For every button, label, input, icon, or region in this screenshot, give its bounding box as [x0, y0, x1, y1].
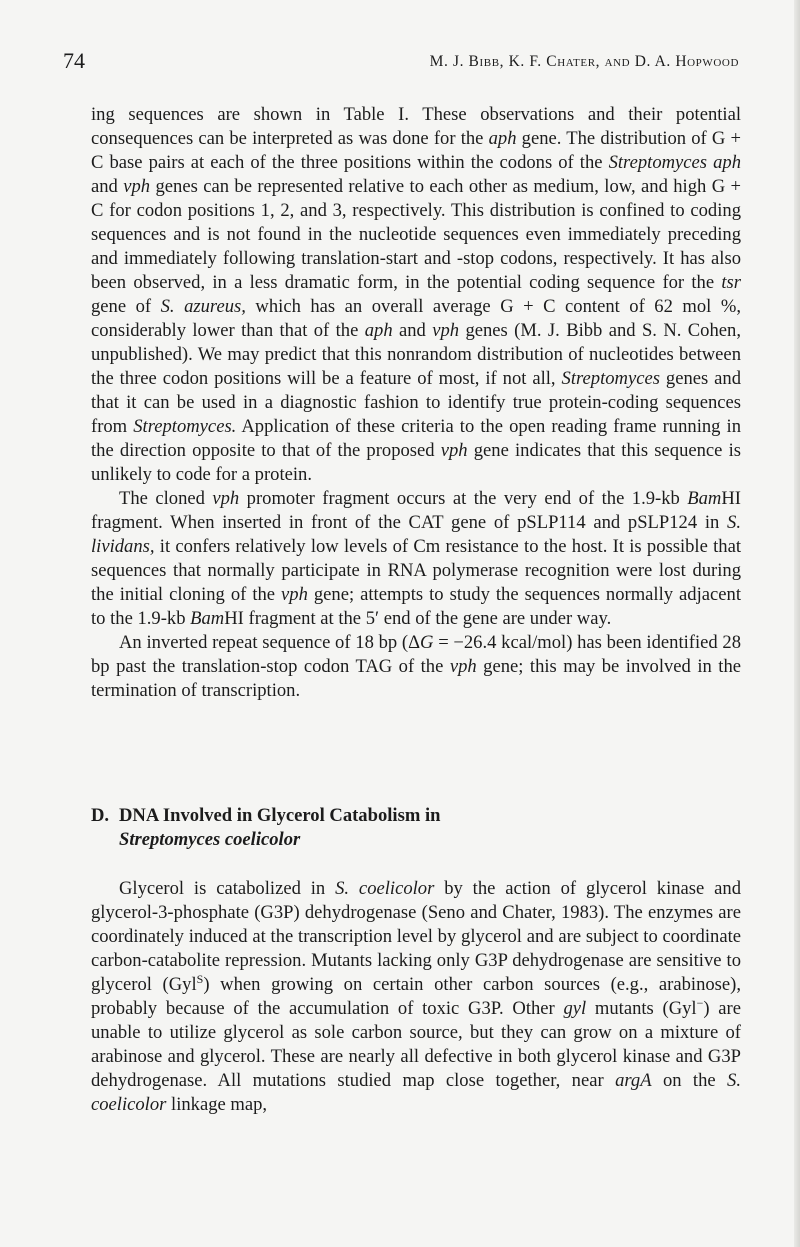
section-heading — [91, 804, 741, 852]
running-head: M. J. Bibb, K. F. Chater, and D. A. Hopwood — [429, 53, 739, 70]
paragraph: ing sequences are shown in Table I. These observations and their potential consequences can be interpreted as was done for the aph gene. The distribution of G + C base pairs at each of the three positions within the codons of the Streptomyces aph and vph genes can be represented relative to each other as medium, low, and high G + C for codon positions 1, 2, and 3, respectively. This distribution is confined to coding sequences and is not found in the nucleotide sequences even immediately preceding and immediately following translation-start and -stop codons, respectively. It has also been observed, in a less dramatic form, in the potential coding sequence for the tsr gene of S. azureus, which has an overall average G + C content of 62 mol %, considerably lower than that of the aph and vph genes (M. J. Bibb and S. N. Cohen, unpublished). We may predict that this nonrandom distribution of nucleotides between the three codon positions will be a feature of most, if not all, Streptomyces genes and that it can be used in a diagnostic fashion to identify true protein-coding sequences from Streptomyces. Application of these criteria to the open reading frame running in the direction opposite to that of the proposed vph gene indicates that this sequence is unlikely to code for a protein. — [91, 104, 742, 485]
paragraph: Glycerol is catabolized in S. coelicolor by the action of glycerol kinase and glycerol-3-phosphate (G3P) dehydrogenase (Seno and Chater, 1983). The enzymes are coordinately induced at the transcription level by glycerol and are subject to coordinate carbon-catabolite repression. Mutants lacking only G3P dehydrogenase are sensitive to glycerol (Gyl$^S$) when growing on certain other carbon sources (e.g., arabinose), probably because of the accumulation of toxic G3P. Other gyl mutants (Gyl−) are unable to utilize glycerol as sole carbon source, but they can grow on a mixture of arabinose and glycerol. These are nearly all defective in both glycerol kinase and G3P dehydrogenase. All mutations studied map close together, near argA on the S. coelicolor linkage map, — [91, 878, 741, 1115]
paragraph: The cloned vph promoter fragment occurs at the very end of the 1.9-kb BamHI fragment. When inserted in front of the CAT gene of pSLP114 and pSLP124 in S. lividans, it confers relatively low levels of Cm resistance to the host. It is possible that sequences that normally participate in RNA polymerase recognition were lost during the initial cloning of the vph gene; attempts to study the sequences normally adjacent to the 1.9-kb BamHI fragment at the 5′ end of the gene are under way. — [91, 488, 741, 629]
section-subtitle: Streptomyces coelicolor — [119, 829, 301, 850]
section-title: DNA Involved in Glycerol Catabolism in — [119, 805, 441, 826]
page-edge-shadow — [794, 0, 800, 1247]
paragraph: An inverted repeat sequence of 18 bp (ΔG = −26.4 kcal/mol) has been identified 28 bp past the translation-stop codon TAG of the vph gene; this may be involved in the termination of transcription. — [91, 632, 741, 701]
section-letter: D. — [91, 805, 110, 826]
body-text-upper — [91, 103, 741, 703]
page-header — [63, 48, 739, 78]
page-number: 74 — [63, 48, 85, 73]
body-text-lower — [91, 877, 741, 1117]
